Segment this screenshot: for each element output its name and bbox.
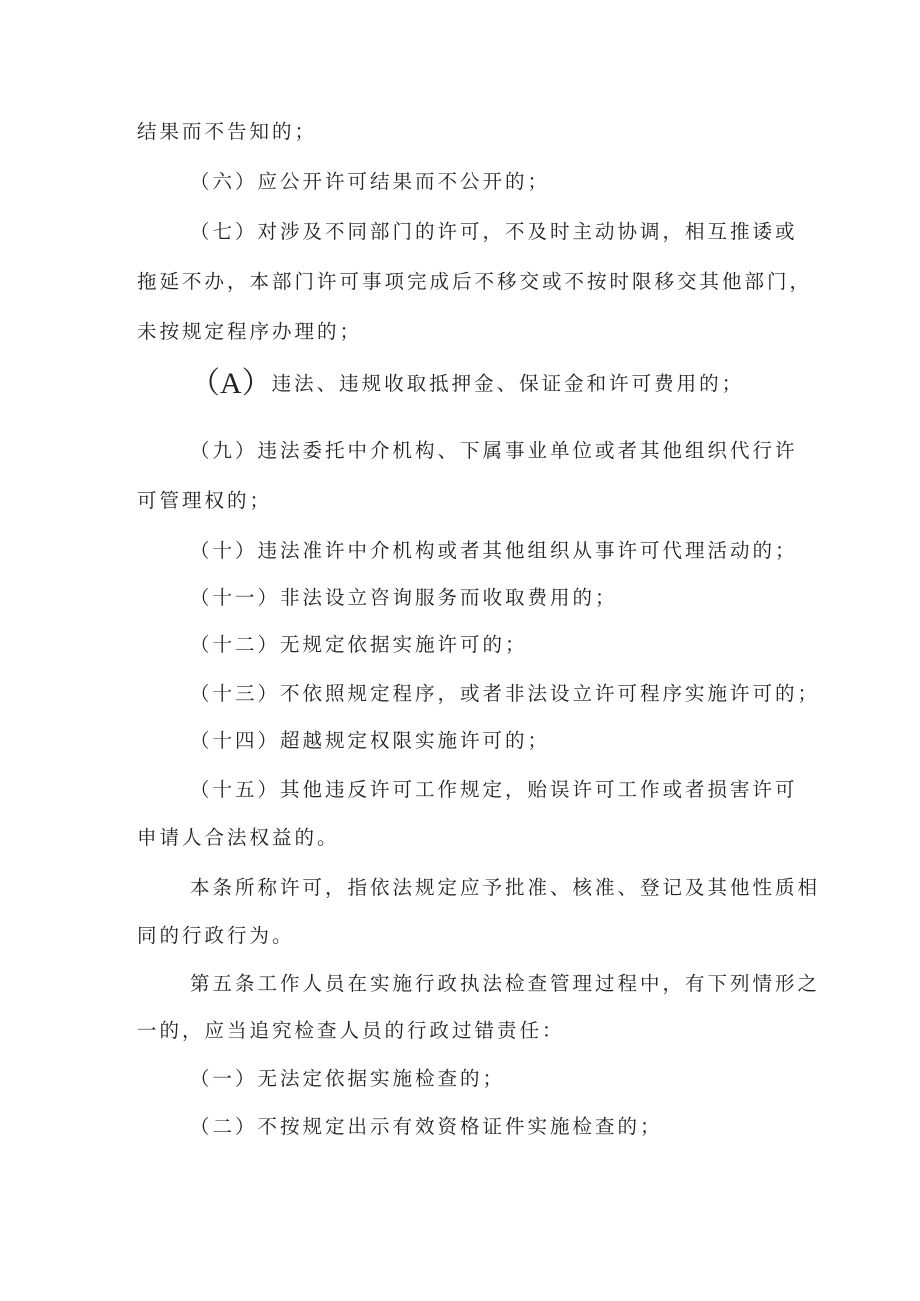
text-line: 拖延不办，本部门许可事项完成后不移交或不按时限移交其他部门， (137, 270, 813, 293)
text-line: 同的行政行为。 (137, 924, 295, 947)
item-text: 违法、违规收取抵押金、保证金和许可费用的； (271, 372, 745, 395)
list-item-6: （六）应公开许可结果而不公开的； (190, 170, 551, 193)
text-line: 可管理权的； (137, 489, 273, 512)
list-item-7: （七）对涉及不同部门的许可，不及时主动协调，相互推诿或 (190, 220, 798, 243)
text-line: 结果而不告知的； (137, 120, 318, 143)
text-line: 申请人合法权益的。 (137, 826, 340, 849)
list-item-11: （十一）非法设立咨询服务而收取费用的； (190, 586, 618, 609)
list-item-14: （十四）超越规定权限实施许可的； (190, 729, 551, 752)
list-item-2: （二）不按规定出示有效资格证件实施检查的； (190, 1115, 663, 1138)
text-line: 一的，应当追究检查人员的行政过错责任： (137, 1019, 565, 1042)
paragraph-start: 本条所称许可，指依法规定应予批准、核准、登记及其他性质相 (190, 876, 821, 899)
list-item-8 (190, 367, 745, 400)
article-5-start: 第五条工作人员在实施行政执法检查管理过程中，有下列情形之 (190, 972, 821, 995)
list-item-13: （十三）不依照规定程序，或者非法设立许可程序实施许可的； (190, 682, 821, 705)
text-line: 未按规定程序办理的； (137, 320, 363, 343)
list-item-1: （一）无法定依据实施检查的； (190, 1067, 506, 1090)
list-item-12: （十二）无规定依据实施许可的； (190, 633, 528, 656)
list-item-10: （十）违法准许中介机构或者其他组织从事许可代理活动的； (190, 539, 798, 562)
list-item-9: （九）违法委托中介机构、下属事业单位或者其他组织代行许 (190, 439, 798, 462)
list-item-15: （十五）其他违反许可工作规定，贻误许可工作或者损害许可 (190, 778, 798, 801)
item-marker: （A） (190, 367, 272, 400)
